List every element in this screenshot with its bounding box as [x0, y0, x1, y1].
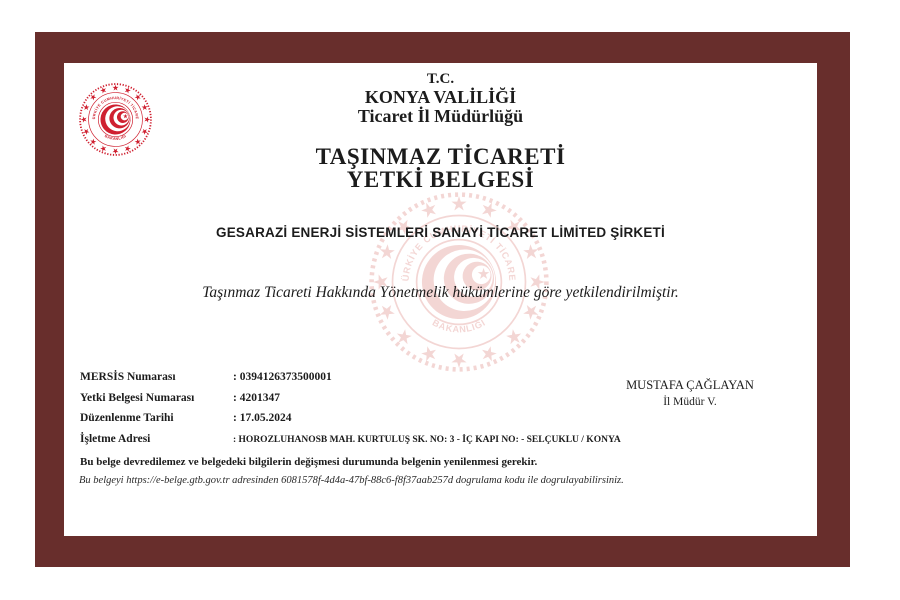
- certificate-frame: [35, 32, 850, 567]
- signature-block: [590, 377, 790, 410]
- field-label: Yetki Belgesi Numarası: [80, 392, 195, 404]
- letterhead-country: T.C.: [426, 71, 455, 87]
- certificate-title-line1: TAŞINMAZ TİCARETİ: [315, 144, 566, 169]
- field-value: : HOROZLUHANOSB MAH. KURTULUŞ SK. NO: 3 - İÇ KAPI NO: - SELÇUKLU / KONYA: [233, 435, 621, 445]
- verification-note: Bu belgeyi https://e-belge.gtb.gov.tr adresinden 6081578f-4d4a-47bf-88c6-f8f37aab257d dogrulama kodu ile dogrulayabilirsiniz.: [79, 475, 624, 486]
- authorization-statement: Taşınmaz Ticareti Hakkında Yönetmelik hükümlerine göre yetkilendirilmiştir.: [202, 284, 679, 301]
- signatory-title: İl Müdür V.: [663, 396, 717, 408]
- field-value: : 0394126373500001: [233, 371, 332, 383]
- company-name: GESARAZİ ENERJİ SİSTEMLERİ SANAYİ TİCARET LİMİTED ŞİRKETİ: [216, 225, 665, 240]
- letterhead-directorate: Ticaret İl Müdürlüğü: [357, 106, 524, 126]
- field-label: MERSİS Numarası: [80, 371, 176, 383]
- field-label: Düzenlenme Tarihi: [80, 412, 174, 424]
- field-value: : 17.05.2024: [233, 412, 292, 424]
- field-row-adres: [80, 433, 780, 445]
- field-value: : 4201347: [233, 392, 280, 404]
- certificate-body: [64, 63, 817, 536]
- field-row-tarih: [80, 412, 780, 424]
- non-transferable-note: Bu belge devredilemez ve belgedeki bilgilerin değişmesi durumunda belgenin yenilenmesi gerekir.: [80, 456, 538, 468]
- certificate-title: [64, 145, 817, 191]
- letterhead: [64, 70, 817, 126]
- certificate-title-line2: YETKİ BELGESİ: [346, 167, 535, 192]
- signatory-name: MUSTAFA ÇAĞLAYAN: [626, 378, 754, 392]
- field-label: İşletme Adresi: [80, 433, 151, 445]
- letterhead-governorship: KONYA VALİLİĞİ: [364, 87, 517, 107]
- ministry-emblem-watermark: [364, 187, 554, 377]
